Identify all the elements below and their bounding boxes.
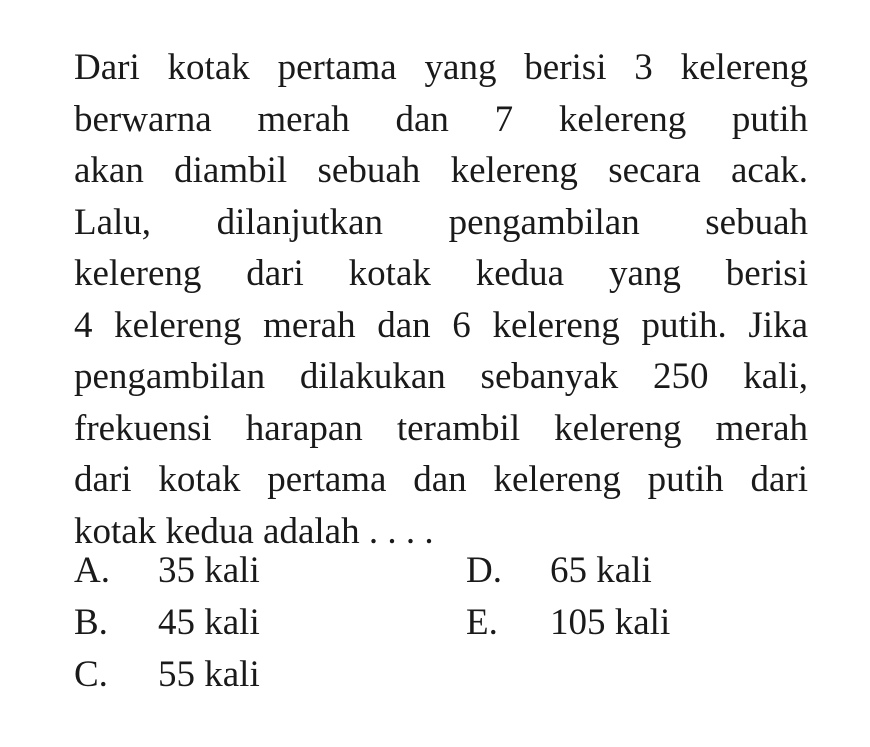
option-c[interactable] (74, 650, 260, 700)
question-line: frekuensi harapan terambil kelereng merah (74, 407, 808, 449)
option-text: 55 kali (158, 654, 260, 695)
question-line: akan diambil sebuah kelereng secara acak. (74, 150, 808, 191)
option-letter: B. (74, 602, 108, 643)
option-letter: E. (466, 602, 498, 643)
option-letter: C. (74, 654, 108, 695)
option-d[interactable] (466, 546, 652, 596)
option-letter: A. (74, 550, 110, 591)
option-text: 35 kali (158, 550, 260, 591)
option-text: 65 kali (550, 550, 652, 591)
question-line: kotak kedua adalah . . . . (74, 510, 434, 552)
option-text: 45 kali (158, 602, 260, 643)
option-text: 105 kali (550, 602, 671, 643)
question-line: Lalu, dilanjutkan pengambilan sebuah (74, 201, 808, 243)
question-line: Dari kotak pertama yang berisi 3 kelereng (74, 47, 808, 88)
option-e[interactable] (466, 598, 670, 648)
question-line: pengambilan dilakukan sebanyak 250 kali, (74, 356, 808, 397)
option-b[interactable] (74, 598, 260, 648)
option-letter: D. (466, 550, 502, 591)
question-text (74, 42, 808, 557)
question-line: berwarna merah dan 7 kelereng putih (74, 98, 808, 140)
question-line: dari kotak pertama dan kelereng putih dari (74, 459, 808, 500)
question-line: 4 kelereng merah dan 6 kelereng putih. Jika (74, 304, 808, 346)
question-line: kelereng dari kotak kedua yang berisi (74, 253, 808, 294)
option-a[interactable] (74, 546, 260, 596)
